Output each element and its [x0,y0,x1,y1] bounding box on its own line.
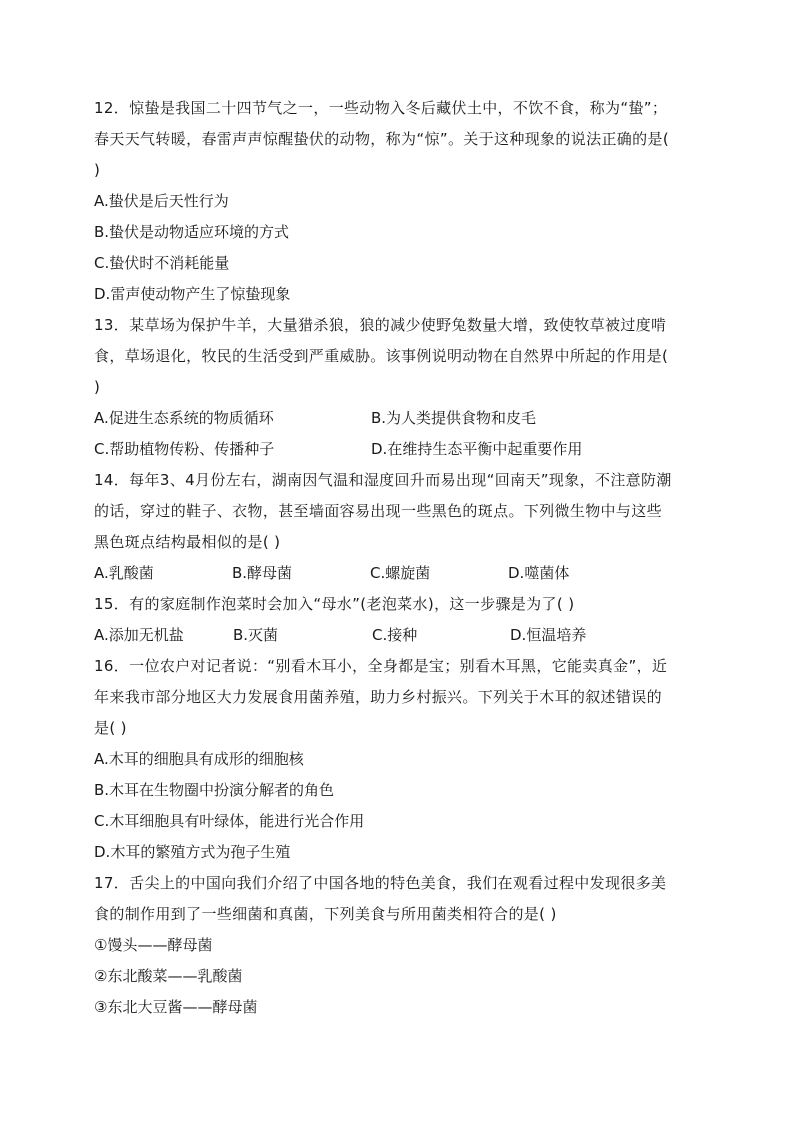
option-d: D.木耳的繁殖方式为孢子生殖 [94,843,291,861]
option-a: A.添加无机盐 [94,626,184,644]
question-stem-line: 是( ) [94,719,127,737]
question-stem-line: 春天天气转暖，春雷声声惊醒蛰伏的动物，称为“惊”。关于这种现象的说法正确的是( [94,130,670,148]
question-stem-line: 16．一位农户对记者说：“别看木耳小，全身都是宝；别看木耳黑，它能卖真金”，近 [94,657,668,675]
option-a: A.木耳的细胞具有成形的细胞核 [94,750,304,768]
option-c: C.接种 [372,626,418,644]
question-stem-line: 15．有的家庭制作泡菜时会加入“母水”(老泡菜水)，这一步骤是为了( ) [94,595,575,613]
question-14 [94,465,704,589]
option-d: D.噬菌体 [508,564,570,582]
option-b: B.木耳在生物圈中扮演分解者的角色 [94,781,335,799]
question-stem-line: ) [94,378,101,396]
options-row [94,403,704,434]
option-b: B.蛰伏是动物适应环境的方式 [94,223,290,241]
options-row [94,558,704,589]
question-17 [94,868,704,1023]
question-stem-line: 的话，穿过的鞋子、衣物，甚至墙面容易出现一些黑色的斑点。下列微生物中与这些 [94,502,662,520]
option-c: C.帮助植物传粉、传播种子 [94,440,275,458]
option-b: B.酵母菌 [232,564,293,582]
options-row [94,620,704,651]
question-stem-line: 食，草场退化，牧民的生活受到严重威胁。该事例说明动物在自然界中所起的作用是( [94,347,669,365]
question-stem-line: 14．每年3、4月份左右，湖南因气温和湿度回升而易出现“回南天”现象，不注意防潮 [94,471,672,489]
list-item: ②东北酸菜——乳酸菌 [94,967,243,985]
question-stem-line: 12．惊蛰是我国二十四节气之一，一些动物入冬后藏伏土中，不饮不食，称为“蛰”； [94,99,668,117]
question-stem-line: 黑色斑点结构最相似的是( ) [94,533,281,551]
question-13 [94,310,704,465]
list-item: ①馒头——酵母菌 [94,936,213,954]
question-stem-line: 食的制作用到了一些细菌和真菌，下列美食与所用菌类相符合的是( ) [94,905,557,923]
option-b: B.灭菌 [233,626,279,644]
option-d: D.在维持生态平衡中起重要作用 [371,440,583,458]
option-a: A.乳酸菌 [94,564,154,582]
option-a: A.促进生态系统的物质循环 [94,409,274,427]
option-c: C.木耳细胞具有叶绿体，能进行光合作用 [94,812,365,830]
exam-page [94,93,704,1023]
question-15 [94,589,704,651]
option-c: C.蛰伏时不消耗能量 [94,254,230,272]
question-stem-line: 17．舌尖上的中国向我们介绍了中国各地的特色美食，我们在观看过程中发现很多美 [94,874,667,892]
question-stem-line: ) [94,161,101,179]
option-d: D.雷声使动物产生了惊蛰现象 [94,285,291,303]
question-stem-line: 年来我市部分地区大力发展食用菌养殖，助力乡村振兴。下列关于木耳的叙述错误的 [94,688,662,706]
list-item: ③东北大豆酱——酵母菌 [94,998,258,1016]
option-d: D.恒温培养 [510,626,587,644]
question-12 [94,93,704,310]
question-16 [94,651,704,868]
options-row [94,434,704,465]
option-a: A.蛰伏是后天性行为 [94,192,229,210]
option-c: C.螺旋菌 [370,564,431,582]
question-stem-line: 13．某草场为保护牛羊，大量猎杀狼，狼的减少使野兔数量大增，致使牧草被过度啃 [94,316,667,334]
option-b: B.为人类提供食物和皮毛 [371,409,537,427]
